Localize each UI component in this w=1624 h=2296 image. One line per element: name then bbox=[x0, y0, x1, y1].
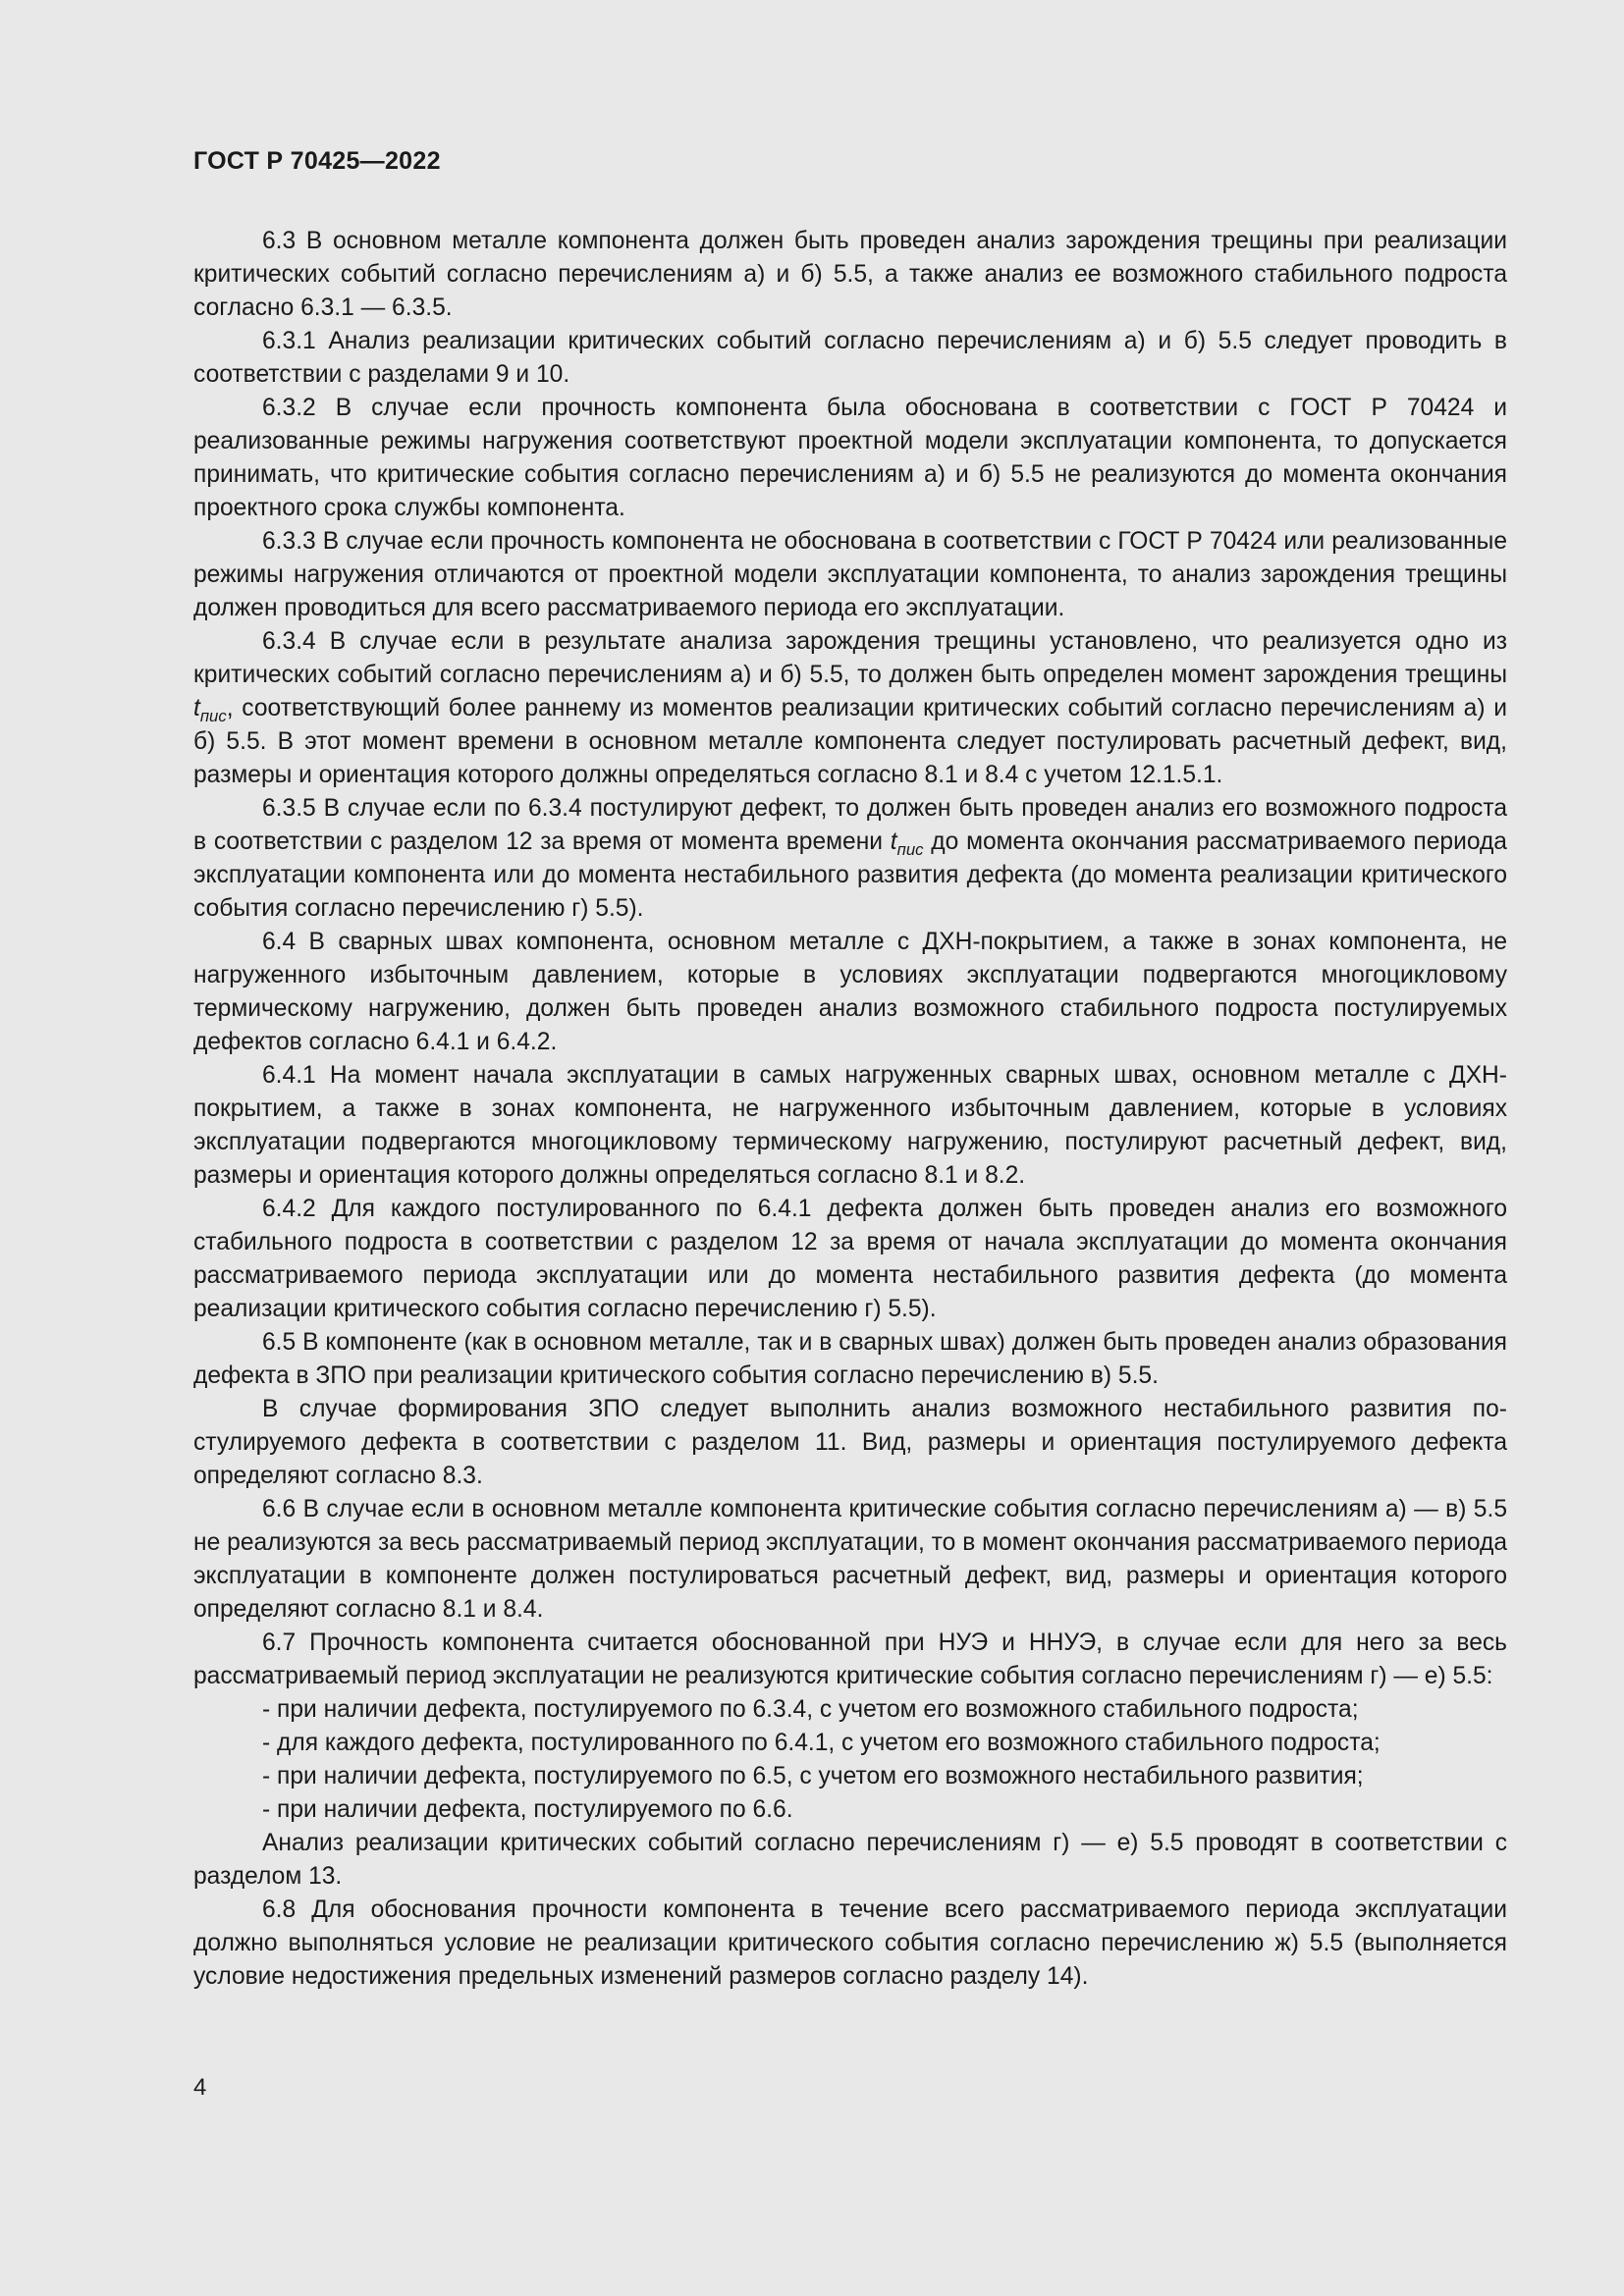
list-item: - при наличии дефекта, постулируемого по 6.5, с учетом его возможного нестабильного развития; bbox=[262, 1763, 1364, 1789]
paragraph-6-3: 6.3 В основном металле компонента должен быть проведен анализ зарождения трещины при реализации критических событий согласно перечислениям а) и б) 5.5, а также анализ ее возможного стабильного подроста согласно 6.3.1 — 6.3.5. bbox=[193, 228, 1507, 321]
paragraph-6-3-2: 6.3.2 В случае если прочность компонента была обоснована в соответствии с ГОСТ Р 70424 и реализованные режимы нагружения соответствуют проектной модели эксплуатации компонента, то допускается принимать, что критические события согласно перечислениям а) и б) 5.5 не реализуются до момента окончания проектного срока службы компонента. bbox=[193, 395, 1507, 521]
paragraph-6-7: 6.7 Прочность компонента считается обоснованной при НУЭ и ННУЭ, в случае если для него за весь рассматриваемый период эксплуатации не реализуются критические события согласно перечислениям г) — е) 5.5: bbox=[193, 1629, 1507, 1689]
document-header-title: ГОСТ Р 70425—2022 bbox=[193, 147, 441, 175]
list-item: - при наличии дефекта, постулируемого по 6.6. bbox=[262, 1796, 793, 1823]
paragraph-6-3-4-part-b: , соответствующий более раннему из моментов реализации критических событий согласно перечислениям а) и б) 5.5. В этот момент времени в основном металле компонента следует постулировать расчетный дефект, вид, размеры и ориентация которого должны определяться согласно 8.1 и 8.4 с учетом 12.1.5.1. bbox=[193, 695, 1507, 788]
paragraph-6-4-2: 6.4.2 Для каждого постулированного по 6.4.1 дефекта должен быть проведен анализ его возможного стабильного подроста в соответствии с разделом 12 за время от начала эксплуатации до момента окончания рассматриваемого периода эксплуатации или до момента нестабильного развития дефекта (до момента реализации критического события согласно перечислению г) 5.5). bbox=[193, 1196, 1507, 1322]
paragraph-6-5: 6.5 В компоненте (как в основном металле, так и в сварных швах) должен быть проведен анализ образования дефекта в ЗПО при реализации критического события согласно перечислению в) 5.5. bbox=[193, 1329, 1507, 1389]
paragraph-6-3-1: 6.3.1 Анализ реализации критических событий согласно перечислениям а) и б) 5.5 следует проводить в соответствии с разделами 9 и 10. bbox=[193, 328, 1507, 388]
paragraph-6-3-4-part-a: 6.3.4 В случае если в результате анализа зарождения трещины установлено, что реализуется одно из критических событий согласно перечислениям а) и б) 5.5, то должен быть определен момент зарождения трещины bbox=[193, 628, 1507, 688]
paragraph-6-6: 6.6 В случае если в основном металле компонента критические события согласно перечислениям а) — в) 5.5 не реализуются за весь рассматриваемый период эксплуатации, то в момент окончания рассматриваемого периода эксплуатации в компоненте должен постулироваться расчетный дефект, вид, размеры и ориентация которого определяют согласно 8.1 и 8.4. bbox=[193, 1496, 1507, 1623]
paragraph-6-7-continued: Анализ реализации критических событий согласно перечислениям г) — е) 5.5 проводят в соответствии с разделом 13. bbox=[193, 1830, 1507, 1890]
page-number: 4 bbox=[193, 2074, 207, 2101]
time-variable: t bbox=[193, 695, 200, 721]
time-variable-subscript: пис bbox=[199, 706, 227, 725]
list-item: - при наличии дефекта, постулируемого по 6.3.4, с учетом его возможного стабильного подроста; bbox=[262, 1696, 1359, 1723]
list-item: - для каждого дефекта, постулированного по 6.4.1, с учетом его возможного стабильного подроста; bbox=[262, 1730, 1380, 1756]
paragraph-6-3-5 bbox=[193, 792, 1507, 926]
paragraph-6-3-5-part-b: до момента окончания рассматриваемого периода эксплуатации компонента или до момента нестабильного развития дефекта (до момента реализации критического события согласно перечислению г) 5.5). bbox=[193, 828, 1507, 922]
paragraph-6-3-3: 6.3.3 В случае если прочность компонента не обоснована в соответствии с ГОСТ Р 70424 или реализованные режимы нагружения отличаются от проектной модели эксплуатации компонента, то анализ зарождения трещины должен проводиться для всего рассматриваемого периода его эксплуатации. bbox=[193, 528, 1507, 621]
paragraph-6-4: 6.4 В сварных швах компонента, основном металле с ДХН-покрытием, а также в зонах компонента, не нагруженного избыточным давлением, которые в условиях эксплуатации подвергаются многоцикловому термическому нагружению, должен быть проведен анализ возможного стабильного подроста постулируемых дефектов согласно 6.4.1 и 6.4.2. bbox=[193, 929, 1507, 1055]
paragraph-6-8: 6.8 Для обоснования прочности компонента в течение всего рассматриваемого периода эксплуатации должно выполняться условие не реализации критического события согласно перечислению ж) 5.5 (выполняется условие недостижения предельных изменений размеров согласно разделу 14). bbox=[193, 1896, 1507, 1990]
paragraph-6-3-4 bbox=[193, 625, 1507, 792]
paragraph-6-3-5-part-a: 6.3.5 В случае если по 6.3.4 постулируют дефект, то должен быть проведен анализ его возможного подроста в соответствии с разделом 12 за время от момента времени bbox=[193, 795, 1507, 855]
time-variable-subscript: пис bbox=[896, 839, 924, 859]
paragraph-6-5-continued: В случае формирования ЗПО следует выполнить анализ возможного нестабильного развития постулируемого дефекта в соответствии с разделом 11. Вид, размеры и ориентация постулируемого дефекта определяют согласно 8.3. bbox=[193, 1396, 1507, 1489]
time-variable: t bbox=[890, 828, 897, 855]
document-body bbox=[193, 225, 1507, 1994]
paragraph-6-4-1: 6.4.1 На момент начала эксплуатации в самых нагруженных сварных швах, основном металле с ДХН-покрытием, а также в зонах компонента, не нагруженного избыточным давлением, которые в условиях эксплуатации подвергаются многоцикловому термическому нагружению, постулируют расчетный дефект, вид, размеры и ориентация которого должны определяться согласно 8.1 и 8.2. bbox=[193, 1062, 1507, 1189]
